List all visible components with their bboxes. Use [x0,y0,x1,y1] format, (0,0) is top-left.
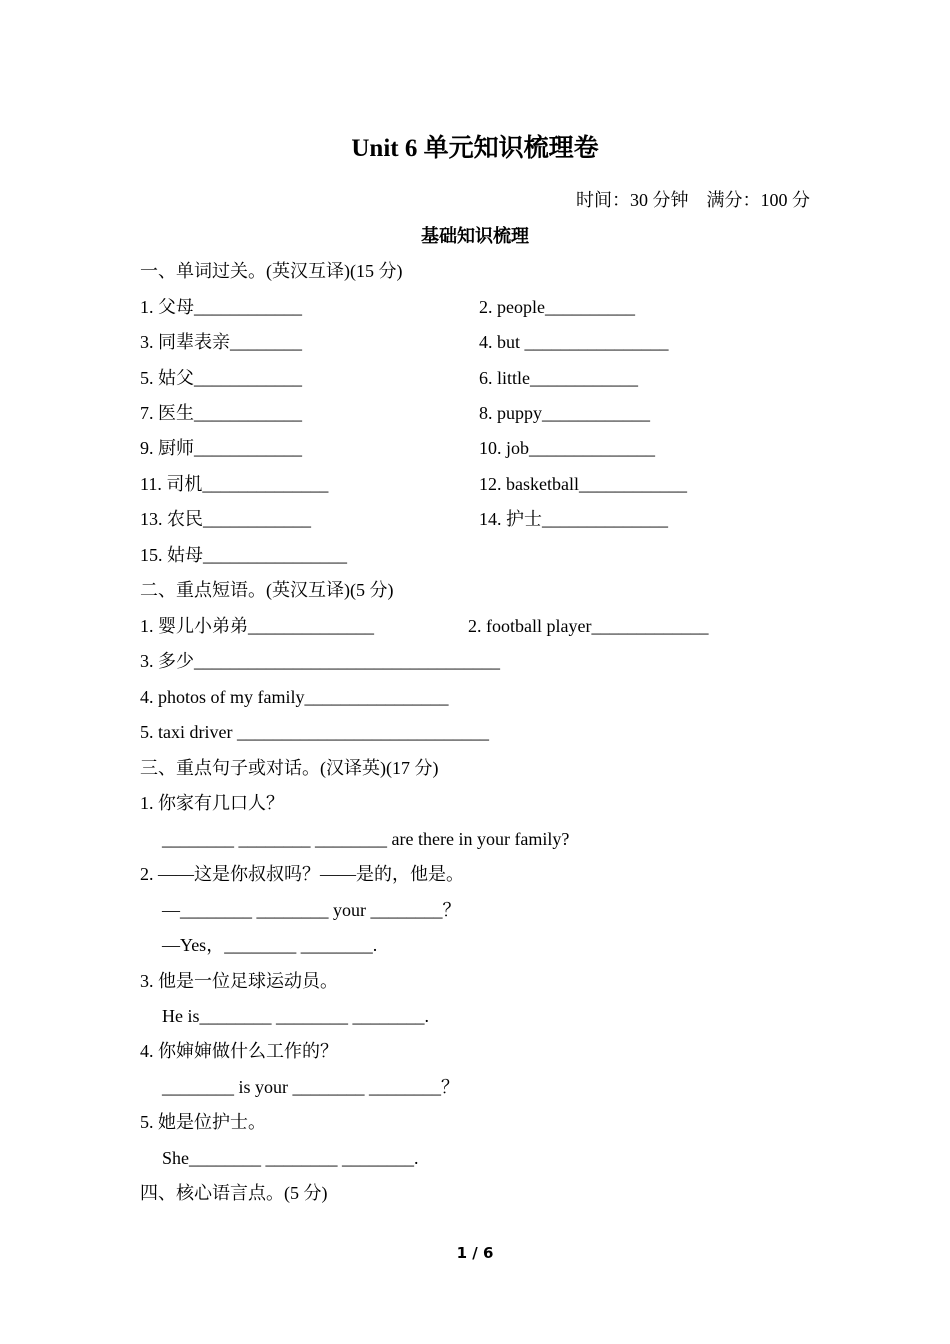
part1-item: 5. 姑父____________ [140,368,302,388]
part3-answer-line: ________ is your ________ ________？ [162,1077,459,1097]
part1-item: 9. 厨师____________ [140,438,302,458]
part3-question: 3. 他是一位足球运动员。 [140,971,338,991]
part2-item: 4. photos of my family________________ [140,687,449,707]
part3-question: 1. 你家有几口人？ [140,793,284,813]
part1-item: 1. 父母____________ [140,297,302,317]
part2-item: 3. 多少__________________________________ [140,651,500,671]
part2-item: 2. football player_____________ [468,616,709,636]
part1-item: 15. 姑母________________ [140,545,347,565]
part2-heading: 二、重点短语。(英汉互译)(5 分) [140,580,394,600]
part1-item: 13. 农民____________ [140,509,311,529]
part3-question: 5. 她是位护士。 [140,1112,266,1132]
part1-item: 11. 司机______________ [140,474,329,494]
page-number: 1 / 6 [456,1244,494,1262]
part1-item: 6. little____________ [479,368,638,388]
part4-heading: 四、核心语言点。(5 分) [140,1183,328,1203]
part1-item: 2. people__________ [479,297,635,317]
part3-question: 4. 你婶婶做什么工作的？ [140,1041,338,1061]
part3-answer-line: She________ ________ ________. [162,1148,419,1168]
page-title: Unit 6 单元知识梳理卷 [351,135,599,162]
part1-item: 10. job______________ [479,438,656,458]
part2-item: 5. taxi driver ____________________________ [140,722,489,742]
part1-item: 4. but ________________ [479,332,669,352]
part2-item: 1. 婴儿小弟弟______________ [140,616,374,636]
part3-answer-line: ________ ________ ________ are there in your family? [162,829,570,849]
part3-heading: 三、重点句子或对话。(汉译英)(17 分) [140,758,439,778]
part3-answer-line: —Yes，________ ________. [162,935,378,955]
part1-item: 14. 护士______________ [479,509,668,529]
part1-item: 12. basketball____________ [479,474,687,494]
part1-item: 8. puppy____________ [479,403,650,423]
section-title: 基础知识梳理 [421,226,529,246]
part3-answer-line: He is________ ________ ________. [162,1006,429,1026]
part3-question: 2. ——这是你叔叔吗？——是的，他是。 [140,864,464,884]
part3-answer-line: —________ ________ your ________？ [162,900,461,920]
exam-meta: 时间：30 分钟 满分：100 分 [576,190,810,210]
part1-item: 7. 医生____________ [140,403,302,423]
part1-item: 3. 同辈表亲________ [140,332,302,352]
part1-heading: 一、单词过关。(英汉互译)(15 分) [140,261,403,281]
